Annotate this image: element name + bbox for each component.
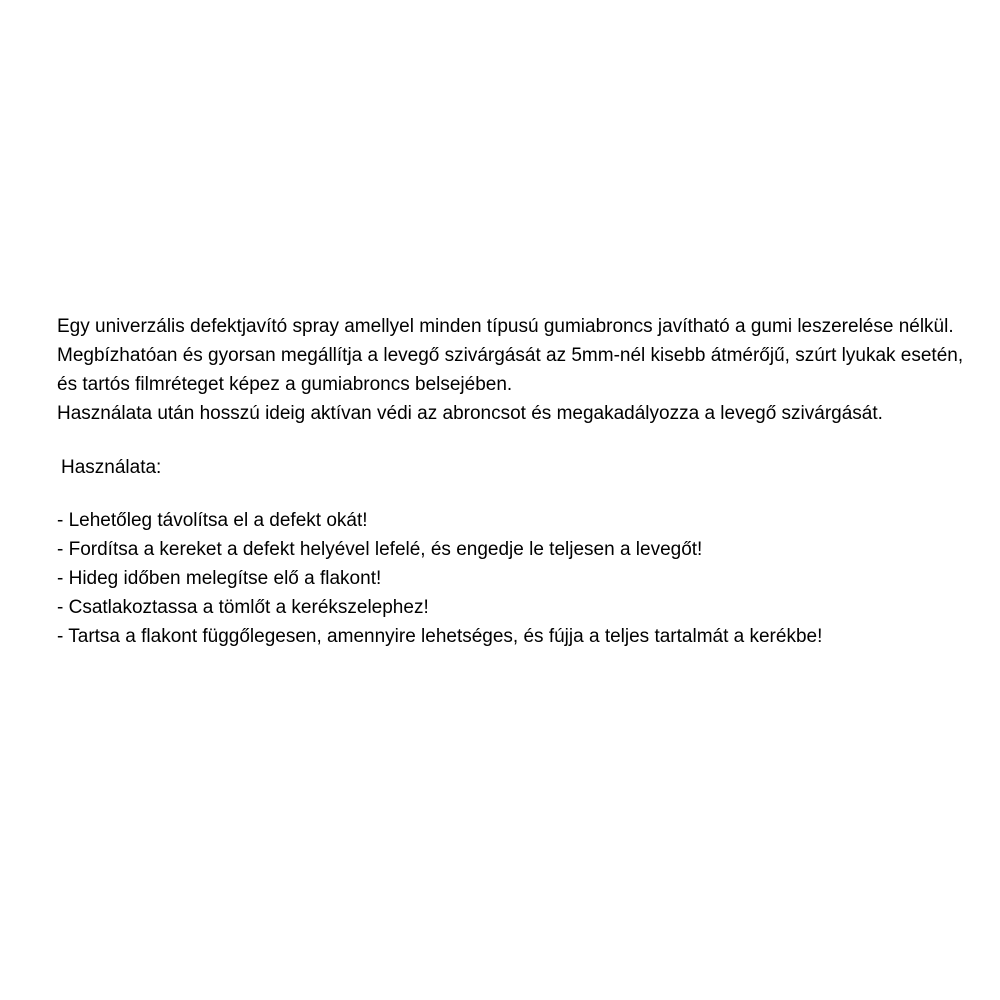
usage-heading: Használata:: [61, 457, 162, 478]
usage-step: - Lehetőleg távolítsa el a defekt okát!: [57, 510, 368, 531]
usage-step: - Tartsa a flakont függőlegesen, amennyire lehetséges, és fújja a teljes tartalmát a kerékbe!: [57, 626, 823, 647]
description-section: [57, 312, 977, 428]
usage-steps-list: [57, 506, 977, 651]
description-paragraph: Használata után hosszú ideig aktívan védi az abroncsot és megakadályozza a levegő szivárgását.: [57, 403, 883, 424]
description-paragraph: Megbízhatóan és gyorsan megállítja a levegő szivárgását az 5mm-nél kisebb átmérőjű, szúrt lyukak esetén, és tartós filmréteget képez a gumiabroncs belsejében.: [57, 345, 964, 395]
usage-step: - Csatlakoztassa a tömlőt a kerékszelephez!: [57, 597, 429, 618]
description-paragraph: Egy univerzális defektjavító spray amellyel minden típusú gumiabroncs javítható a gumi leszerelése nélkül.: [57, 316, 954, 337]
usage-step: - Fordítsa a kereket a defekt helyével lefelé, és engedje le teljesen a levegőt!: [57, 539, 703, 560]
usage-step: - Hideg időben melegítse elő a flakont!: [57, 568, 382, 589]
content-block: [57, 312, 977, 651]
